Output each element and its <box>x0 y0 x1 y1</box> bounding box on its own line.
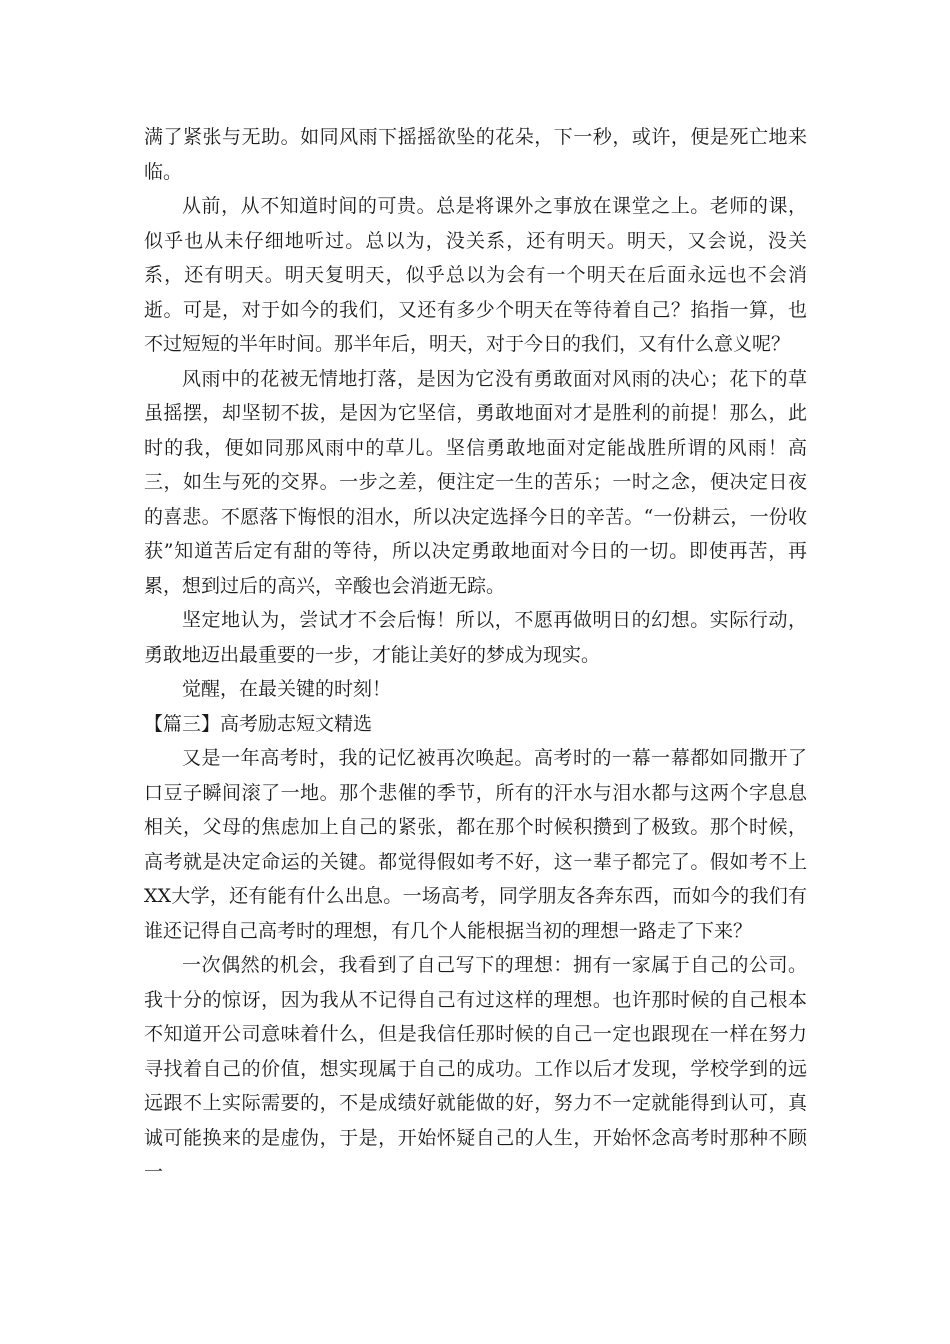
paragraph: 风雨中的花被无情地打落，是因为它没有勇敢面对风雨的决心；花下的草虽摇摆，却坚韧不拔，是因为它坚信，勇敢地面对才是胜利的前提！那么，此时的我，便如同那风雨中的草儿。坚信勇敢地面对定能战胜所谓的风雨！高三，如生与死的交界。一步之差，便注定一生的苦乐；一时之念，便决定日夜的喜悲。不愿落下悔恨的泪水，所以决定选择今日的辛苦。“一份耕云，一份收获”知道苦后定有甜的等待，所以决定勇敢地面对今日的一切。即使再苦，再累，想到过后的高兴，辛酸也会消逝无踪。 <box>144 367 807 597</box>
section-heading: 【篇三】高考励志短文精选 <box>144 712 373 735</box>
paragraph: 坚定地认为，尝试才不会后悔！所以，不愿再做明日的幻想。实际行动，勇敢地迈出最重要的一步，才能让美好的梦成为现实。 <box>144 609 807 666</box>
paragraph: 觉醒，在最关键的时刻！ <box>182 678 392 700</box>
paragraph: 一次偶然的机会，我看到了自己写下的理想：拥有一家属于自己的公司。我十分的惊讶，因为我从不记得自己有过这样的理想。也许那时候的自己根本不知道开公司意味着什么，但是我信任那时候的自己一定也跟现在一样在努力寻找着自己的价值，想实现属于自己的成功。工作以后才发现，学校学到的远远跟不上实际需要的，不是成绩好就能做的好，努力不一定就能得到认可，真诚可能换来的是虚伪，于是，开始怀疑自己的人生，开始怀念高考时那种不顾一 <box>144 954 807 1183</box>
document-body <box>144 120 807 1190</box>
paragraph: 又是一年高考时，我的记忆被再次唤起。高考时的一幕一幕都如同撒开了口豆子瞬间滚了一地。那个悲催的季节，所有的汗水与泪水都与这两个字息息相关，父母的焦虑加上自己的紧张，都在那个时候积攒到了极致。那个时候，高考就是决定命运的关键。都觉得假如考不好，这一辈子都完了。假如考不上XX大学，还有能有什么出息。一场高考，同学朋友各奔东西，而如今的我们有谁还记得自己高考时的理想，有几个人能根据当初的理想一路走了下来？ <box>144 747 807 942</box>
paragraph: 从前，从不知道时间的可贵。总是将课外之事放在课堂之上。老师的课，似乎也从未仔细地听过。总以为，没关系，还有明天。明天，又会说，没关系，还有明天。明天复明天，似乎总以为会有一个明天在后面永远也不会消逝。可是，对于如今的我们，又还有多少个明天在等待着自己？掐指一算，也不过短短的半年时间。那半年后，明天，对于今日的我们，又有什么意义呢？ <box>144 195 807 355</box>
paragraph-continuation: 满了紧张与无助。如同风雨下摇摇欲坠的花朵，下一秒，或许，便是死亡地来临。 <box>144 126 807 183</box>
